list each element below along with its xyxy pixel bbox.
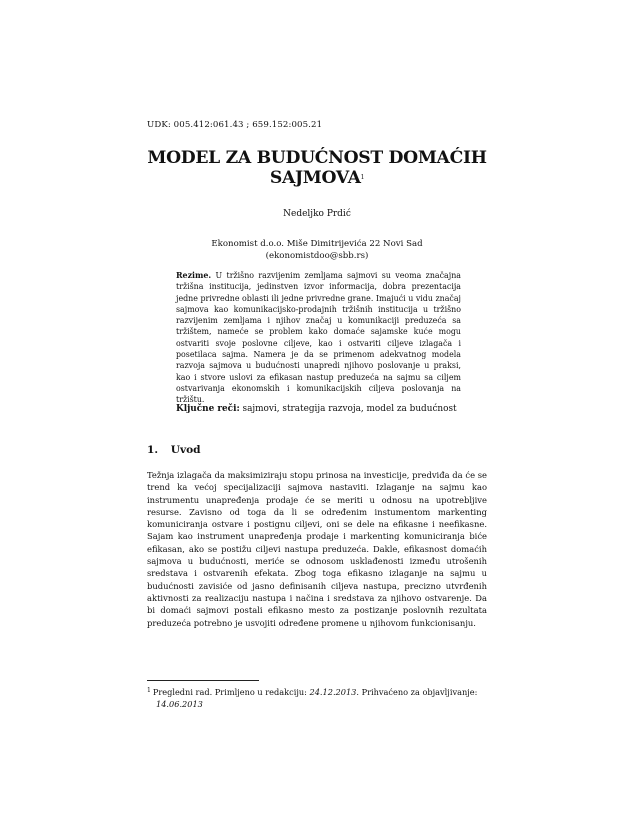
section-title: Uvod <box>170 444 201 456</box>
title-footnote-mark: 1 <box>360 174 365 181</box>
paper-title <box>147 148 487 188</box>
section-number: 1. <box>147 444 159 456</box>
keywords <box>176 404 476 414</box>
footnote-mark: 1 <box>147 687 151 694</box>
title-line-2 <box>147 168 487 188</box>
author-affiliation <box>147 238 487 262</box>
footnote <box>147 685 492 710</box>
keywords-label: Ključne reči: <box>176 404 240 414</box>
keywords-text: sajmovi, strategija razvoja, model za budućnost <box>242 404 457 414</box>
footnote-accepted-date: 14.06.2013 <box>156 698 203 709</box>
abstract-label: Rezime. <box>176 271 212 280</box>
affiliation-address: Ekonomist d.o.o. Miše Dimitrijevića 22 Novi Sad <box>211 239 423 249</box>
footnote-divider <box>147 680 259 681</box>
abstract-text: U tržišno razvijenim zemljama sajmovi su veoma značajna tržišna institucija, jedinstven izvor informacija, dobra prezentacija jedne privredne oblasti ili jedne privredne grane. Imajući u vidu značaj sajmova kao komunikacijsko-prodajnih tržišnih institucija u tržišno razvijenim zemljama i njihov značaj u komunikaciji preduzeća sa tržištem, nameće se problem kako domaće sajamske kuće mogu ostvariti svoje poslovne ciljeve, kao i ostvariti ciljeve izlagača i posetilaca sajma. Namera je da se primenom adekvatnog modela razvoja sajmova u budućnosti unapredi njihovo poslovanje u praksi, kao i stvore uslovi za efikasan nastup preduzeća na sajmu sa ciljem ostvarivanja ekonomskih i komunikacijskih ciljeva poslovanja na tržištu. <box>176 271 461 405</box>
title-line-1: MODEL ZA BUDUĆNOST DOMAĆIH <box>147 148 487 168</box>
author-name: Nedeljko Prdić <box>283 209 351 219</box>
title-line-2-text: SAJMOVA <box>269 168 361 188</box>
footnote-text-after: Prihvaćeno za objavljivanje: <box>361 687 478 697</box>
footnote-received-date: 24.12.2013. <box>309 687 359 697</box>
affiliation-email: (ekonomistdoo@sbb.rs) <box>265 251 369 261</box>
section-body-text: Težnja izlagača da maksimiziraju stopu prinosa na investicije, predviđa da će se trend ka većoj specijalizaciji sajmova nastaviti. Izlaganje na sajmu kao instrumentu unapređenja prodaje će se meriti u odnosu na upotrebljive resurse. Zavisno od toga da li se određenim instumentom markenting komuniciranja ostvare i postignu ciljevi, oni se dele na efikasne i neefikasne. Sajam kao instrument unapređenja prodaje i markenting komuniciranja biće efikasan, ako se postižu ciljevi nastupa preduzeća. Dakle, efikasnost domaćih sajmova u budućnosti, meriće se odnosom usklađenosti između utrošenih sredstava i ostvarenih efekata. Zbog toga efikasno izlaganje na sajmu u budućnosti zavisiće od jasno definisanih ciljeva nastupa, precizno utvrđenih aktivnosti za realizaciju nastupa i načina i sredstava za njihovo ostvarenje. Da bi domaći sajmovi postali efikasno mesto za postizanje poslovnih rezultata preduzeća potrebno je usvojiti određene promene u njihovom funkcionisanju. <box>147 470 487 628</box>
udk-classification: UDK: 005.412:061.43 ; 659.152:005.21 <box>147 120 323 130</box>
section-heading <box>147 444 201 456</box>
footnote-text-before: Pregledni rad. Primljeno u redakciju: <box>152 687 307 697</box>
abstract <box>176 270 461 406</box>
